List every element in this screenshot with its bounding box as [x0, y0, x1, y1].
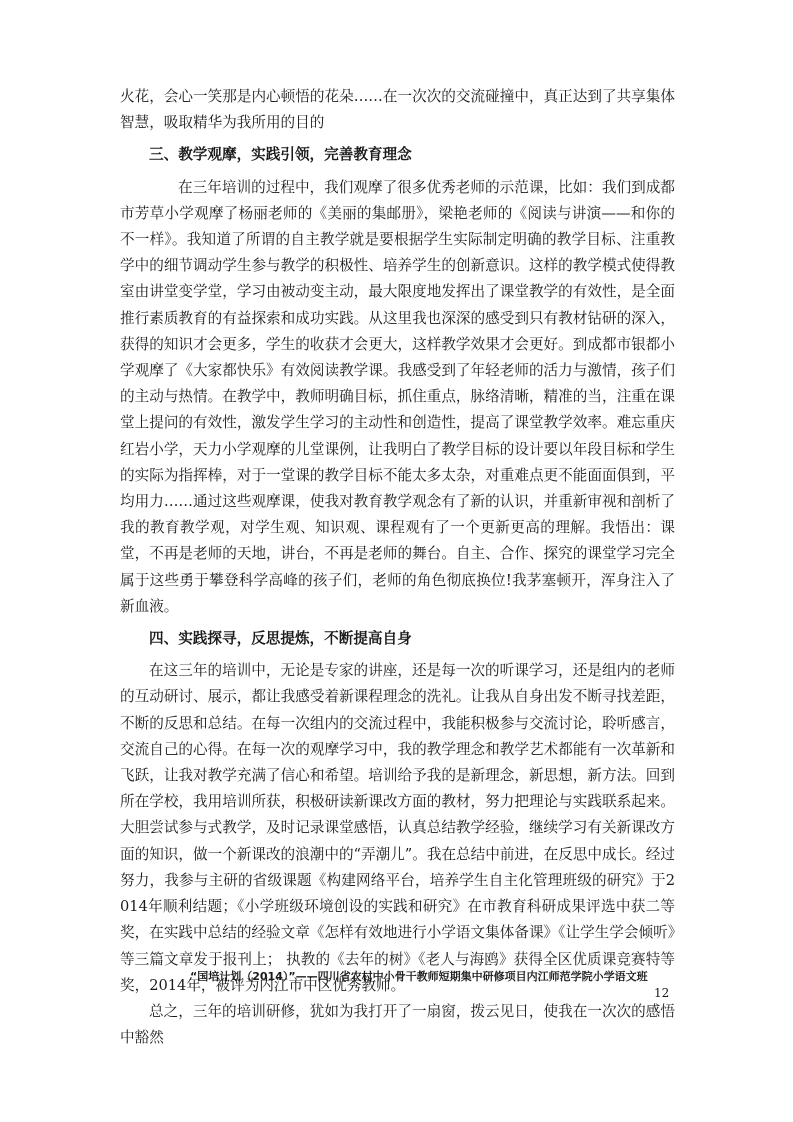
paragraph-observation: 在三年培训的过程中，我们观摩了很多优秀老师的示范课，比如：我们到成都市芳草小学观摩了杨丽老师的《美丽的集邮册》，梁艳老师的《阅读与讲演——和你的不一样》。我知道了所谓的自主教学就是要根据学生实际制定明确的教学目标、注重教学中的细节调动学生参与教学的积极性、培养学生的创新意识。这样的教学模式使得教室由讲堂变学堂，学习由被动变主动，最大限度地发挥出了课堂教学的有效性，是全面推行素质教育的有益探索和成功实践。从这里我也深深的感受到只有教材钻研的深入，获得的知识才会更多，学生的收获才会更大，这样教学效果才会更好。到成都市银都小学观摩了《大家都快乐》有效阅读教学课。我感受到了年轻老师的活力与激情，孩子们的主动与热情。在教学中，教师明确目标，抓住重点，脉络清晰，精准的当，注重在课堂上提问的有效性，激发学生学习的主动性和创造性，提高了课堂教学效率。难忘重庆红岩小学，天力小学观摩的儿堂课例，让我明白了教学目标的设计要以年段目标和学生的实际为指挥棒，对于一堂课的教学目标不能太多太杂，对重难点更不能面面俱到，平均用力……通过这些观摩课，使我对教育教学观念有了新的认识，并重新审视和剖析了我的教育教学观，对学生观、知识观、课程观有了一个更新更高的理解。我悟出：课堂，不再是老师的天地，讲台，不再是老师的舞台。自主、合作、探究的课堂学习完全属于这些勇于攀登科学高峰的孩子们，老师的角色彻底换位!我茅塞顿开，浑身注入了新血液。 [120, 178, 675, 615]
section-heading-3: 三、教学观摩，实践引领，完善教育理念 [149, 146, 412, 164]
footer-program-title: “国培计划（2014）”——四川省农村中小骨干教师短期集中研修项目内江师范学院小学语文班 [190, 970, 648, 983]
paragraph-conclusion: 总之，三年的培训研修，犹如为我打开了一扇窗，拨云见日，使我在一次次的感悟中豁然 [120, 1002, 675, 1047]
paragraph-continued: 火花，会心一笑那是内心顿悟的花朵……在一次次的交流碰撞中，真正达到了共享集体智慧，吸取精华为我所用的目的 [120, 88, 675, 132]
paragraph-practice: 在这三年的培训中，无论是专家的讲座，还是每一次的听课学习，还是组内的老师的互动研讨、展示，都让我感受着新课程理念的洗礼。让我从自身出发不断寻找差距，不断的反思和总结。在每一次组内的交流过程中，我能积极参与交流讨论，聆听感言，交流自己的心得。在每一次的观摩学习中，我的教学理念和教学艺术都能有一次革新和飞跃，让我对教学充满了信心和希望。培训给予我的是新理念，新思想，新方法。回到所在学校，我用培训所获，积极研读新课改方面的教材，努力把理论与实践联系起来。大胆尝试参与式教学，及时记录课堂感悟，认真总结教学经验，继续学习有关新课改方面的知识，做一个新课改的浪潮中的“弄潮儿”。我在总结中前进，在反思中成长。经过努力，我参与主研的省级课题《构建网络平台，培养学生自主化管理班级的研究》于2014年顺利结题；《小学班级环境创设的实践和研究》在市教育科研成果评选中获二等奖，在实践中总结的经验文章《怎样有效地进行小学语文集体备课》《让学生学会倾听》等三篇文章发于报刊上； 执教的《去年的树》《老人与海鸥》获得全区优质课竞赛特等奖，2014年，被评为内江市中区优秀教师。 [120, 662, 675, 994]
page-number: 12 [654, 986, 670, 1000]
document-body [120, 84, 675, 1051]
section-heading-4: 四、实践探寻，反思提炼，不断提高自身 [149, 630, 412, 648]
